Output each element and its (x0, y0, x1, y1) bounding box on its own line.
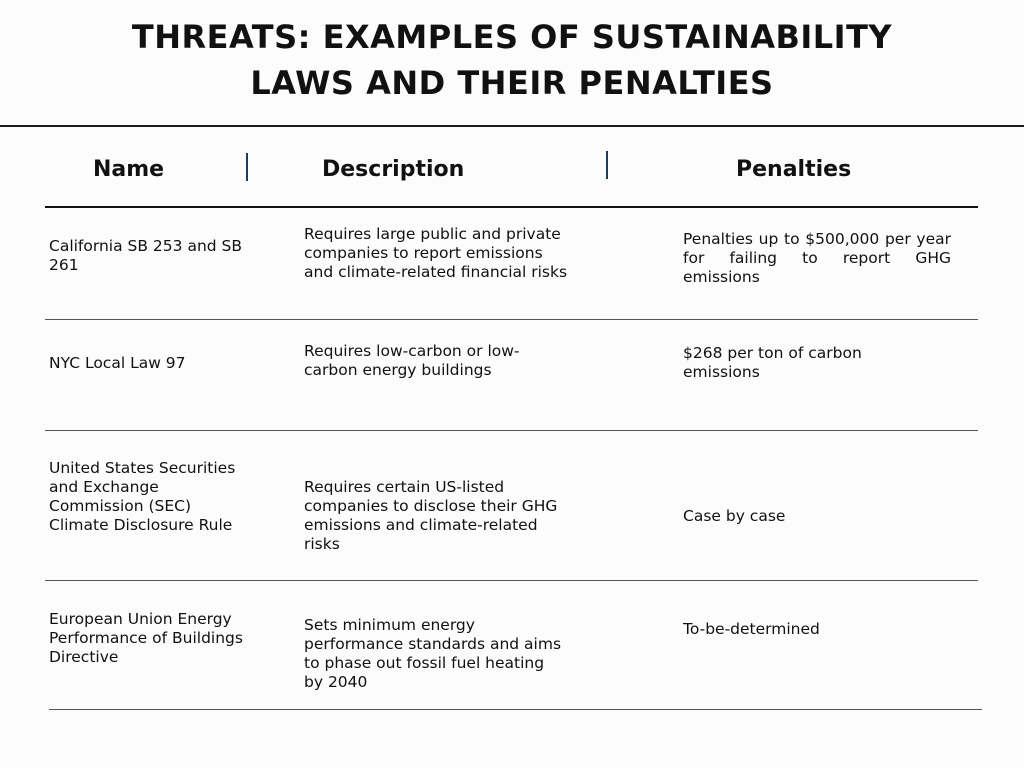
row-name-cell: NYC Local Law 97 (49, 354, 186, 372)
row-penalties-cell: To-be-determined (683, 620, 820, 638)
row-name-cell: United States Securities and Exchange Commission (SEC) Climate Disclosure Rule (49, 459, 236, 534)
header-divider (45, 206, 978, 208)
row-description-cell: Sets minimum energy performance standards and aims to phase out fossil fuel heating by 2040 (304, 616, 562, 691)
page-title-line-1: THREATS: EXAMPLES OF SUSTAINABILITY (131, 18, 893, 56)
row-description-cell: Requires large public and private companies to report emissions and climate-related financial risks (304, 225, 568, 281)
table-bottom-divider (49, 709, 982, 710)
row-divider (45, 319, 978, 320)
row-penalties-cell: Penalties up to $500,000 per year for failing to report GHG emissions (683, 230, 951, 286)
column-header-description: Description (322, 157, 465, 182)
row-penalties-cell: $268 per ton of carbon emissions (683, 344, 862, 381)
column-header-name: Name (93, 157, 165, 182)
row-name-cell: European Union Energy Performance of Buildings Directive (49, 610, 243, 666)
column-header-penalties: Penalties (736, 157, 852, 182)
row-divider (45, 430, 978, 431)
page-title (0, 14, 1024, 106)
page-title-line-2: LAWS AND THEIR PENALTIES (250, 64, 774, 102)
title-divider (0, 125, 1024, 127)
row-divider (45, 580, 978, 581)
column-separator (606, 151, 608, 179)
column-separator (246, 153, 248, 181)
row-description-cell: Requires low-carbon or low-carbon energy buildings (304, 342, 520, 379)
row-penalties-cell: Case by case (683, 507, 786, 525)
row-description-cell: Requires certain US-listed companies to disclose their GHG emissions and climate-related risks (304, 478, 558, 553)
row-name-cell: California SB 253 and SB 261 (49, 237, 243, 274)
